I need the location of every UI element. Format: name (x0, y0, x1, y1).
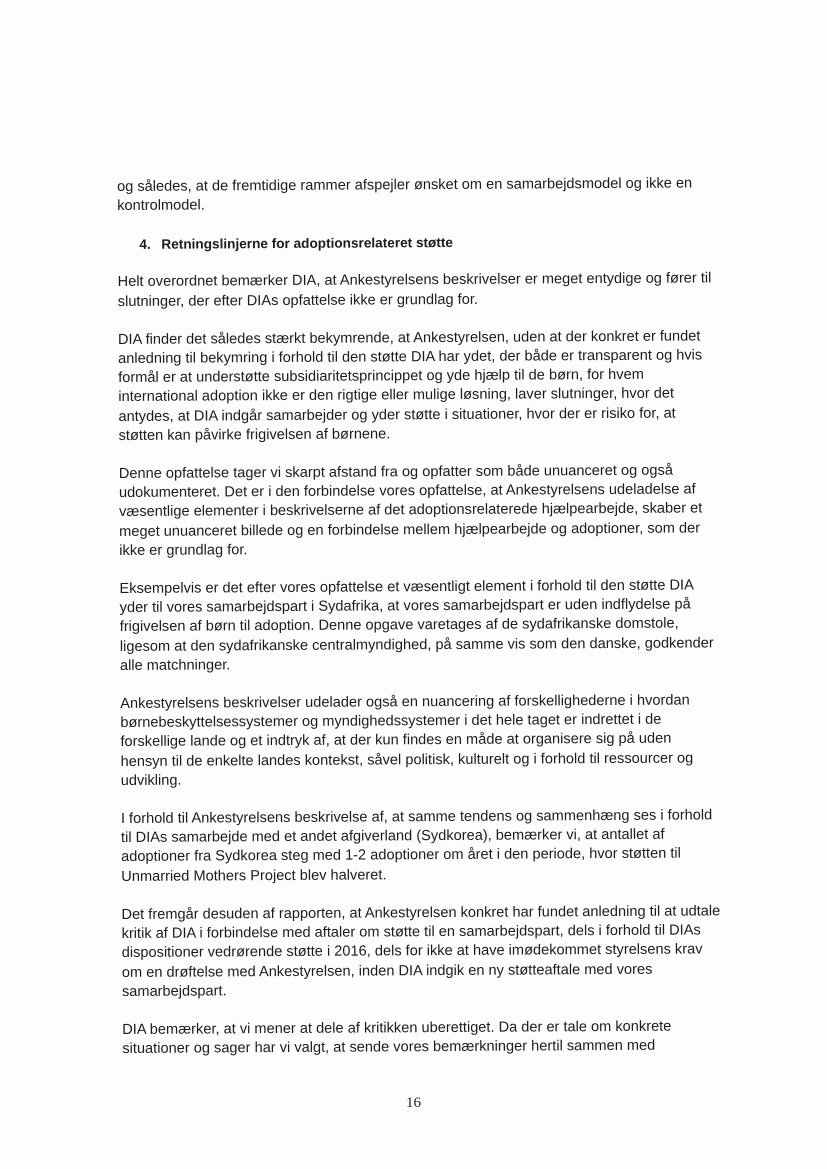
page-number: 16 (406, 1095, 421, 1111)
paragraph: Denne opfattelse tager vi skarpt afstand fra og opfatter som både unuanceret og også udokumenteret. Det er i den forbindelse vores opfattelse, at Ankestyrelsens udeladelse af væsentlige elementer i beskrivelserne af det adoptionsrelaterede hjælpearbejde, skaber et meget unuanceret billede og en forbindelse mellem hjælpearbejde og adoptioner, som der ikke er grundlag for. (118, 462, 703, 559)
paragraph: DIA finder det således stærkt bekymrende, at Ankestyrelsen, uden at der konkret er fundet anledning til bekymring i forhold til den støtte DIA har ydet, der både er transparent og hvis formål er at understøtte subsidiaritetsprincippet og yde hjælp til de børn, for hvem international adoption ikke er den rigtige eller mulige løsning, laver slutninger, hvor det antydes, at DIA indgår samarbejder og yder støtte i situationer, hvor der er risiko for, at støtten kan påvirke frigivelsen af børnene. (117, 328, 703, 444)
paragraph: I forhold til Ankestyrelsens beskrivelse af, at samme tendens og sammenhæng ses i forhold til DIAs samarbejde med et andet afgiverland (Sydkorea), bemærker vi, at antallet af adoptioner fra Sydkorea steg med 1-2 adoptioner om året i den periode, hvor støtten til Unmarried Mothers Project blev halveret. (120, 807, 713, 885)
paragraph: Eksempelvis er det efter vores opfattelse et væsentligt element i forhold til den støtte DIA yder til vores samarbejdspart i Sydafrika, at vores samarbejdspart er uden indflydelse på frigivelsen af børn til adoption. Denne opgave varetages af de sydafrikanske domstole, ligesom at den sydafrikanske centralmyndighed, på samme vis som den danske, godkender alle matchninger. (119, 577, 714, 674)
page-body (117, 174, 722, 1078)
paragraph: DIA bemærker, at vi mener at dele af kritikken uberettiget. Da der er tale om konkrete situationer og sager har vi valgt, at sende vores bemærkninger hertil sammen med (122, 1018, 672, 1058)
paragraph: Ankestyrelsens beskrivelser udelader også en nuancering af forskellighederne i hvordan børnebeskyttelsessystemer og myndighedssystemer i det hele taget er indrettet i de forskellige lande og et indtryk af, at der kun findes en måde at organisere sig på uden hensyn til de enkelte landes kontekst, såvel politisk, kulturelt og i forhold til ressourcer og udvikling. (120, 692, 694, 789)
section-heading (139, 232, 717, 255)
paragraph: Helt overordnet bemærker DIA, at Ankestyrelsens beskrivelser er meget entydige og fører til slutninger, der efter DIAs opfattelse ikke er grundlag for. (117, 270, 712, 310)
paragraph: og således, at de fremtidige rammer afspejler ønsket om en samarbejdsmodel og ikke en kontrolmodel. (117, 175, 693, 215)
section-title: Retningslinjerne for adoptionsrelateret støtte (161, 235, 454, 253)
section-number: 4. (139, 237, 151, 253)
paragraph: Det fremgår desuden af rapporten, at Ankestyrelsen konkret har fundet anledning til at udtale kritik af DIA i forbindelse med aftaler om støtte til en samarbejdspart, dels i forhold til DIAs dispositioner vedrørende støtte i 2016, dels for ikke at have imødekommet styrelsens krav om en drøftelse med Ankestyrelsen, inden DIA indgik en ny støtteaftale med vores samarbejdspart. (121, 903, 721, 1000)
